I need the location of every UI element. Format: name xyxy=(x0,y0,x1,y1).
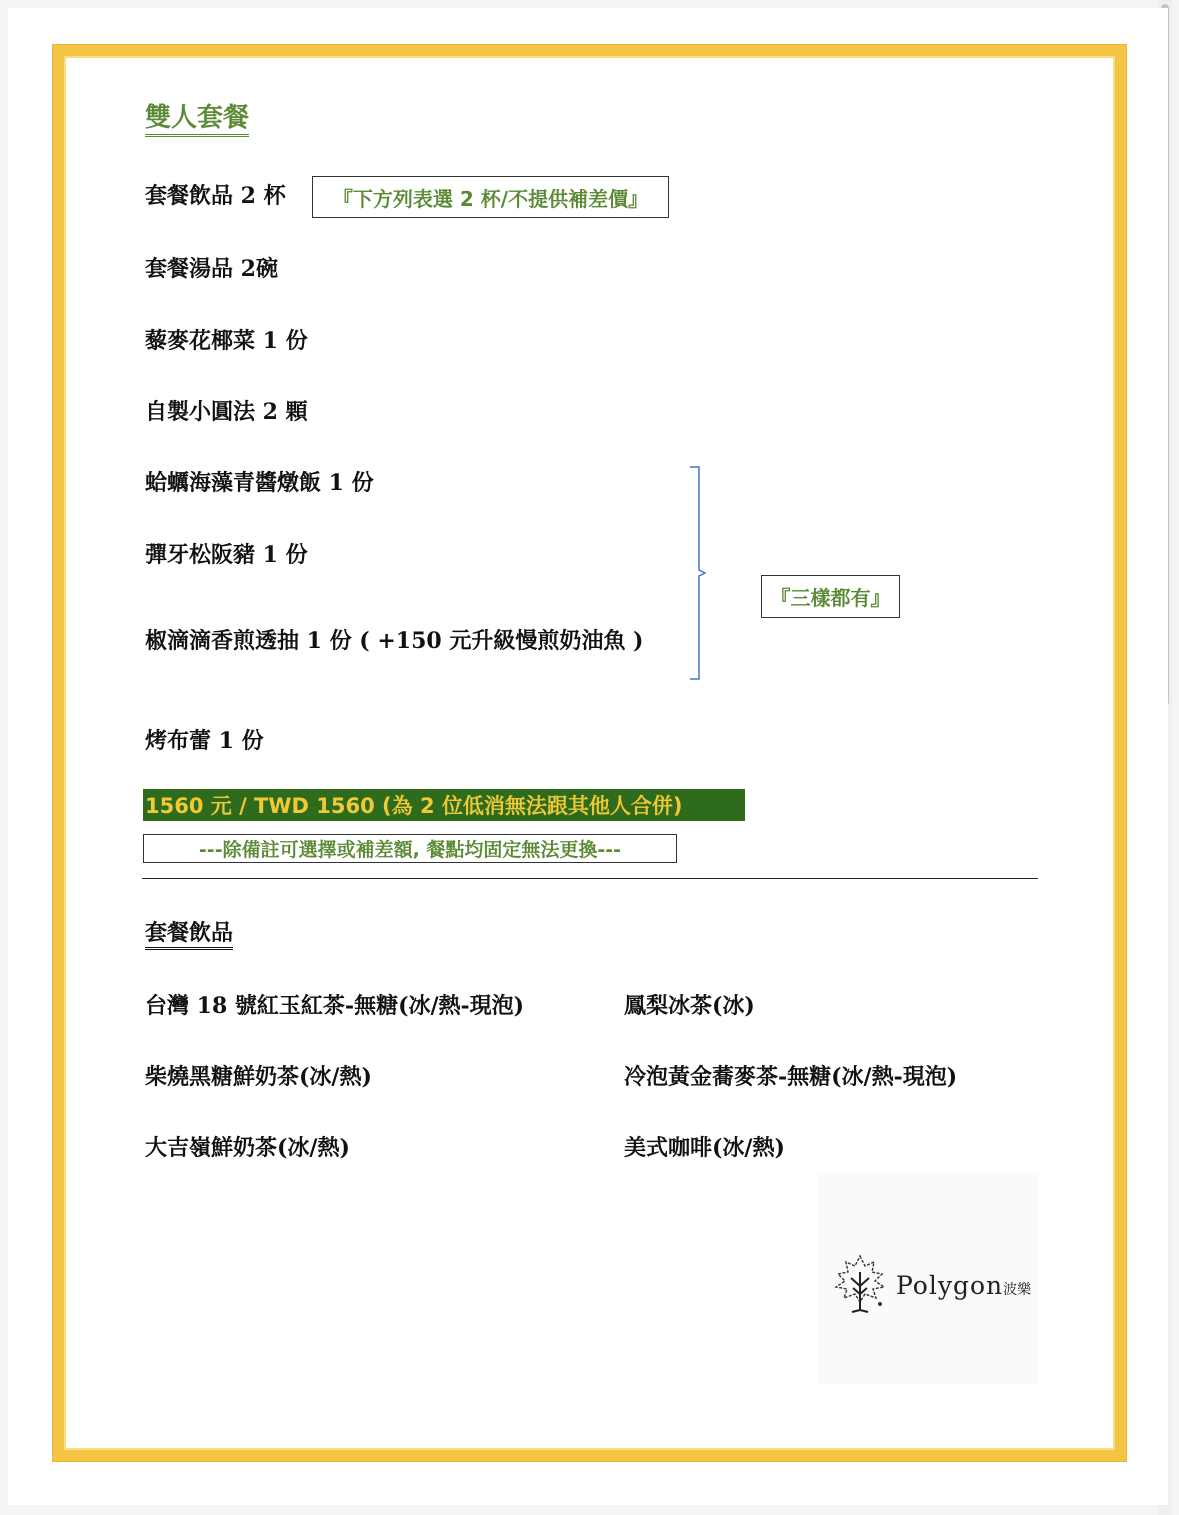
menu-item-bread: 自製小圓法 2 顆 xyxy=(145,399,308,425)
menu-item-creme-brulee: 烤布蕾 1 份 xyxy=(145,728,264,754)
drink-item: 鳳梨冰茶(冰) xyxy=(624,993,755,1019)
maple-tree-logo-icon xyxy=(832,1252,888,1314)
price-banner: 1560 元 / TWD 1560 (為 2 位低消無法跟其他人合併) xyxy=(143,789,745,821)
logo-text: Polygon波樂 xyxy=(896,1271,1032,1300)
menu-item-pork: 彈牙松阪豬 1 份 xyxy=(145,542,308,568)
drink-item: 台灣 18 號紅玉紅茶-無糖(冰/熱-現泡) xyxy=(145,993,525,1019)
menu-item-squid: 椒滴滴香煎透抽 1 份 ( +150 元升級慢煎奶油魚 ) xyxy=(145,628,644,654)
drink-item: 美式咖啡(冰/熱) xyxy=(624,1135,785,1161)
all-three-note: 『三樣都有』 xyxy=(761,575,900,618)
section-divider xyxy=(142,878,1038,879)
right-brace-icon xyxy=(688,466,708,680)
drink-choice-note: 『下方列表選 2 杯/不提供補差價』 xyxy=(312,176,669,218)
menu-item-quinoa-cauliflower: 藜麥花椰菜 1 份 xyxy=(145,328,308,354)
remark-box: ---除備註可選擇或補差額, 餐點均固定無法更換--- xyxy=(143,834,677,863)
drinks-heading: 套餐飲品 xyxy=(145,922,233,950)
drink-item: 柴燒黑糖鮮奶茶(冰/熱) xyxy=(145,1064,372,1090)
drink-item: 冷泡黃金蕎麥茶-無糖(冰/熱-現泡) xyxy=(624,1064,958,1090)
menu-item-drinks: 套餐飲品 2 杯 xyxy=(145,183,286,209)
menu-item-soup: 套餐湯品 2碗 xyxy=(145,256,278,282)
set-title: 雙人套餐 xyxy=(145,105,249,137)
drink-item: 大吉嶺鮮奶茶(冰/熱) xyxy=(145,1135,350,1161)
menu-item-risotto: 蛤蠣海藻青醬燉飯 1 份 xyxy=(145,470,374,496)
